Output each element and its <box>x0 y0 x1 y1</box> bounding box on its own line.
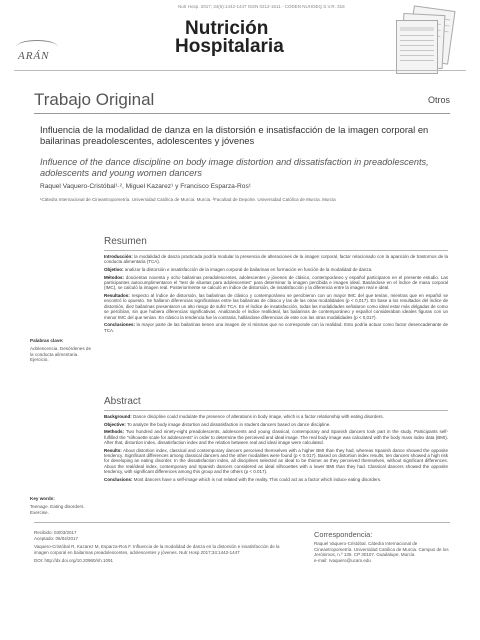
section-divider <box>34 113 450 114</box>
section-tag: Otros <box>427 95 450 105</box>
section-title: Trabajo Original <box>34 90 155 109</box>
abstract-methods: Methods: Two hundred and ninety-eight preadolescents, adolescents and young classical, contemporary and Spanish dancers took part in the study. Participants self-fulfilled the "silhouette scale for adolescents" in order to determine the perceived and ideal image. The real body image was calculated with the body mass index data (BMI). After that, distortion index, dissatisfaction index and the relation between real and ideal image were calculated. <box>104 429 448 445</box>
abstract-background: Background: Dance discipline could modulate the presence of alterations in body image, which is a factor relationship with eating disorders. <box>104 414 384 419</box>
footer-divider <box>34 522 450 523</box>
article-title-es: Influencia de la modalidad de danza en la distorsión e insatisfacción de la imagen corporal en bailarinas preadolescentes, adolescentes y jóvenes <box>40 124 429 146</box>
abstract-results: Results: About distortion index, classical and contemporary dancers perceived themselves with a higher BMI than they had, whereas Spanish dance showed the opposite tendency. Significant differences among classical dancers and the other modalities were found (p < 0.017). Based on distortion index results, ten dancers showed a high risk for developing an eating disorder. In the dissatisfaction index, all disciplines selected as ideal to be thinner as they perceived themselves, without significant differences. About the real/ideal index, contemporary and Spanish dancers considered as ideal silhouettes with a lower BMI than they had. Classical dancers showed the opposite tendency, with significant differences among this group and the others (p < 0.017). <box>104 447 448 475</box>
journal-title-line2: Hospitalaria <box>175 36 284 58</box>
keywords-es-text: Adolescencia. Desórdenes de la conducta alimentaria. Ejercicio. <box>30 345 92 363</box>
resumen-methods: Métodos: doscientas noventa y ocho bailarinas preadolescentes, adolescentes y jóvenes de clásico, contemporáneo y español participaron en el presente estudio. Las participantes autocumplimentaron el "test de siluetas para adolescentes" para determinar la imagen percibida e imagen ideal. Basándose en el índice de masa corporal (IMC), se calculó la imagen real. Posteriormente se calculó en índice de distorsión, de insatisfacción y la diferencia entre la imagen real e ideal. <box>104 274 448 291</box>
publisher-logo <box>18 50 50 62</box>
abstract-objective: Objective: To analyze the body image distortion and dissatisfaction in student dancers based on dance discipline. <box>104 421 331 427</box>
keywords-en <box>30 496 92 515</box>
correspondence-title: Correspondencia: <box>314 530 373 539</box>
resumen-intro: Introducción: la modalidad de danza practicada podría modular la presencia de alteraciones de la imagen corporal, factor relacionado con la aparición de trastornos de la conducta alimentaria (TCA). <box>104 254 448 265</box>
correspondence-email[interactable]: e-mail: rvaquero@ucam.edu <box>314 557 371 563</box>
logo-swoosh <box>16 40 58 54</box>
keywords-en-text: Teenage. Eating disorders. Exercise. <box>30 503 85 515</box>
journal-covers-image <box>396 8 452 78</box>
article-authors: Raquel Vaquero-Cristóbal¹·², Miguel Kazarez¹ y Francisco Esparza-Ros¹ <box>40 183 251 190</box>
journal-reference: Nutr Hosp. 2017; 34(6):1442-1447 ISSN 0212-1611 - CODEN NUHOEQ S.V.R. 318 <box>178 4 345 9</box>
abstract-body <box>104 414 448 484</box>
footer-info <box>34 530 284 567</box>
doi-link[interactable]: DOI: http://dx.doi.org/10.20960/nh.1091 <box>34 558 114 564</box>
abstract-divider <box>104 410 448 411</box>
received-date: Recibido: 03/03/2017 <box>34 530 77 535</box>
abstract-conclusions: Conclusions: Most dancers have a self-image which is not related with the reality. This could act as a factor which induce eating disorders. <box>104 476 382 482</box>
resumen-conclusions: Conclusiones: la mayor parte de las bailarinas tienen una imagen de sí mismas que no corresponde con la realidad. Esto podría actuar como factor desencadenante de TCA. <box>104 322 448 333</box>
header-divider <box>14 70 466 71</box>
keywords-es-title: Palabras clave: <box>30 338 64 343</box>
citation: Vaquero-Cristóbal R, Kazarez M, Esparza-Ros F. Influencia de la modalidad de danza en la distorsión e insatisfacción de la imagen corporal en bailarinas preadolescentes, adolescentes y jóvenes. Nutr Hosp 2017;34:1442-1447 <box>34 544 280 555</box>
resumen-results: Resultados: respecto al índice de distorsión, las bailarinas de clásico y contemporáneo se percibieron con un mayor IMC del que tenían, mientras que en español se encontró lo opuesto. Se hallaron diferencias significativas entre las bailarinas de clásico y las de las otras modalidades (p < 0,017). En base a los resultados del índice de distorsión, diez bailarinas presentaron un alto riesgo de sufrir TCA. En el índice de insatisfacción, todas las modalidades señalaron como ideal estar más delgadas de como se percibían, sin que hubiera diferencias significativas. Analizando el índice real/ideal, las bailarinas de contemporáneo y español consideraban ideales figuras con un menor IMC del que tenían. En clásico la tendencia fue la contraria, hallándose diferencias de este con las otras modalidades (p < 0,017). <box>104 293 448 320</box>
correspondence-address: Raquel Vaquero-Cristóbal. Cátedra Internacional de Cineantropometría. Universidad Católica de Murcia. Campus de los Jerónimos, n.º 135. CP 30107. Guadalupe, Murcia <box>314 541 449 558</box>
article-title-en: Influence of the dance discipline on body image distortion and dissatisfaction in preadolescents, adolescents and young women dancers <box>40 157 429 178</box>
resumen-divider <box>104 250 448 251</box>
resumen-heading: Resumen <box>104 236 147 247</box>
journal-title <box>175 20 284 56</box>
resumen-body <box>104 254 448 335</box>
cover-front <box>396 20 438 74</box>
accepted-date: Aceptado: 06/04/2017 <box>34 535 79 541</box>
keywords-es <box>30 338 92 363</box>
journal-header <box>0 0 480 86</box>
keywords-en-title: Key words: <box>30 496 55 501</box>
abstract-heading: Abstract <box>104 396 141 407</box>
resumen-objective: Objetivo: analizar la distorsión e insatisfacción de la imagen corporal de bailarinas en formación en función de la modalidad de danza. <box>104 267 373 272</box>
correspondence-text <box>314 541 454 563</box>
article-affiliation: ¹Cátedra Internacional de Cineantropometría. Universidad Católica de Murcia. Murcia. ²Facultad de Deporte. Universidad Católica de Murcia. Murcia <box>40 197 336 202</box>
journal-title-line1: Nutrición <box>185 18 269 39</box>
publisher-name: ARÁN <box>18 50 50 62</box>
